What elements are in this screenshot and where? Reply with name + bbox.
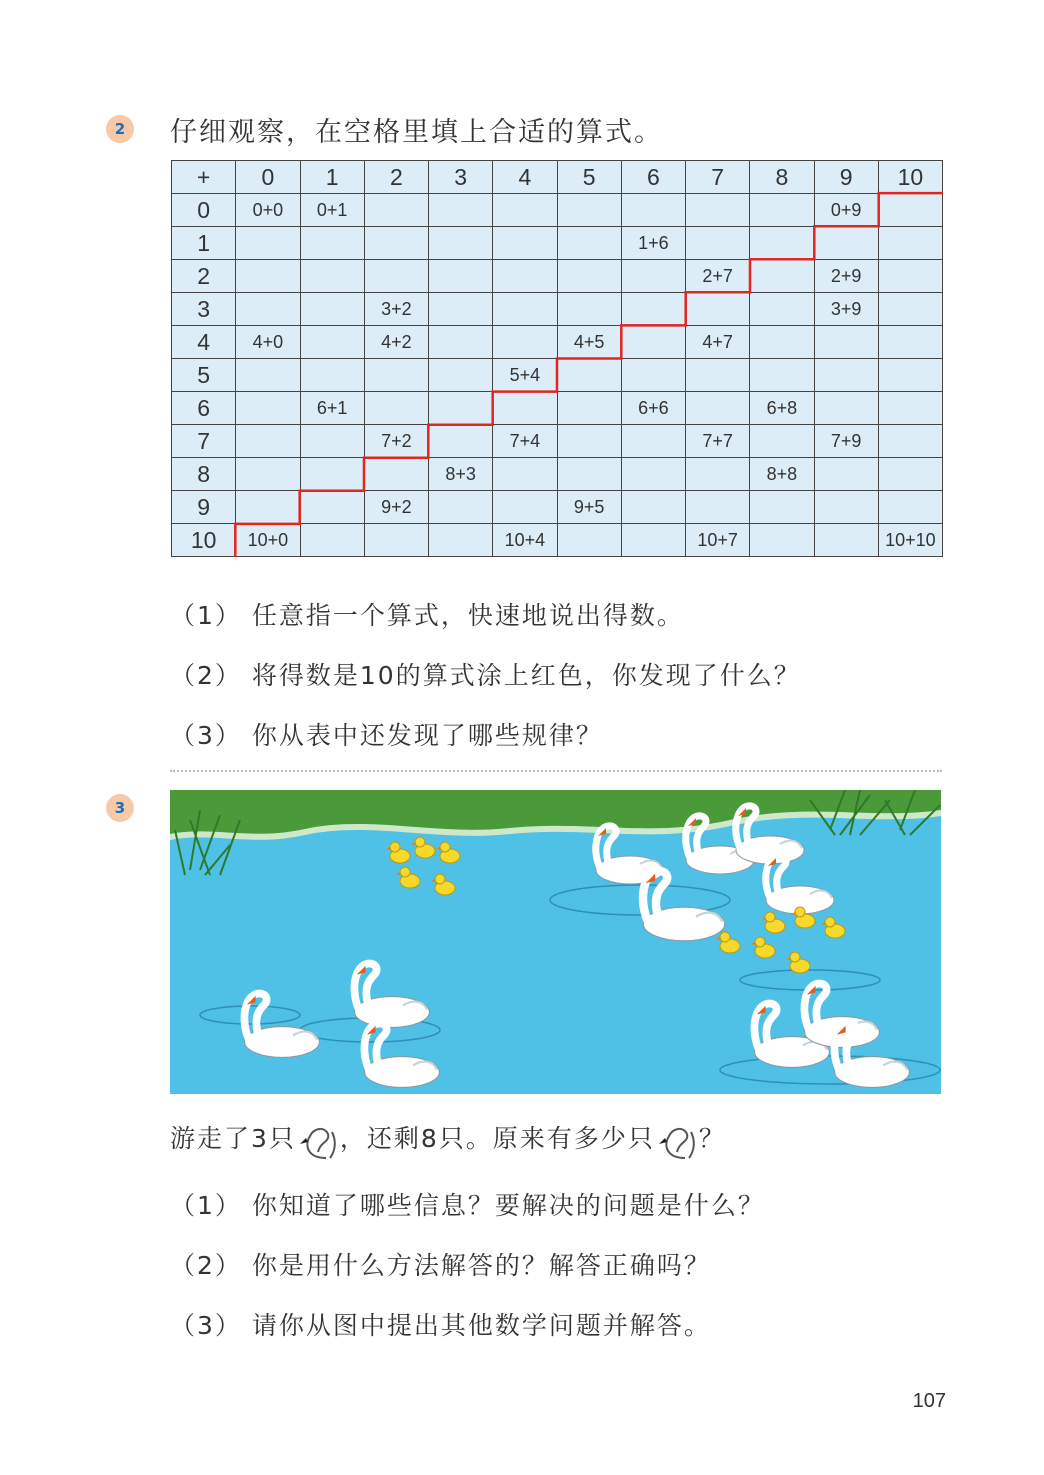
section-2-heading: 仔细观察，在空格里填上合适的算式。 <box>170 117 663 148</box>
table-cell <box>493 392 557 425</box>
table-cell <box>814 326 878 359</box>
table-cell <box>750 260 814 293</box>
table-cell: 7+2 <box>364 425 428 458</box>
table-row <box>172 227 943 260</box>
pond-illustration <box>170 790 941 1094</box>
table-cell <box>557 194 621 227</box>
section-3-question-3: （3） 请你从图中提出其他数学问题并解答。 <box>170 1311 711 1340</box>
table-cell <box>364 194 428 227</box>
table-cell <box>621 524 685 557</box>
table-cell <box>493 194 557 227</box>
table-cell <box>814 524 878 557</box>
table-cell <box>621 260 685 293</box>
table-cell <box>236 458 300 491</box>
table-cell <box>493 326 557 359</box>
table-cell <box>621 458 685 491</box>
swan-icon <box>296 1118 340 1162</box>
table-cell: 8+8 <box>750 458 814 491</box>
table-cell <box>814 392 878 425</box>
table-cell <box>493 293 557 326</box>
table-cell <box>300 524 364 557</box>
table-cell: 10+4 <box>493 524 557 557</box>
column-header: 5 <box>557 161 621 194</box>
table-cell <box>557 524 621 557</box>
table-cell: 10+10 <box>878 524 942 557</box>
table-cell <box>686 227 750 260</box>
table-cell <box>429 425 493 458</box>
column-header: 1 <box>300 161 364 194</box>
table-cell <box>429 392 493 425</box>
table-cell: 5+4 <box>493 359 557 392</box>
table-cell: 4+7 <box>686 326 750 359</box>
table-cell <box>429 260 493 293</box>
row-header: 8 <box>172 458 236 491</box>
table-cell <box>236 227 300 260</box>
table-cell <box>300 359 364 392</box>
table-cell: 7+4 <box>493 425 557 458</box>
table-cell: 4+0 <box>236 326 300 359</box>
table-cell <box>686 392 750 425</box>
table-row <box>172 194 943 227</box>
section-2-question-2: （2） 将得数是10的算式涂上红色，你发现了什么？ <box>170 661 801 690</box>
table-cell <box>878 491 942 524</box>
table-cell <box>493 458 557 491</box>
column-header: 4 <box>493 161 557 194</box>
table-cell <box>750 326 814 359</box>
table-cell <box>300 326 364 359</box>
table-cell <box>621 326 685 359</box>
row-header: 5 <box>172 359 236 392</box>
table-cell <box>878 293 942 326</box>
table-cell <box>878 392 942 425</box>
section-2-question-3: （3） 你从表中还发现了哪些规律？ <box>170 721 603 750</box>
table-cell <box>236 359 300 392</box>
section-3-question-1: （1） 你知道了哪些信息？要解决的问题是什么？ <box>170 1191 765 1220</box>
section-3-badge: 3 <box>106 794 134 822</box>
table-row <box>172 491 943 524</box>
table-cell <box>750 425 814 458</box>
section-3-problem: 游走了3只 ，还剩8只。原来有多少只 ？ <box>170 1118 726 1162</box>
table-cell <box>750 359 814 392</box>
column-header: 8 <box>750 161 814 194</box>
table-cell <box>236 491 300 524</box>
table-cell <box>364 524 428 557</box>
table-row <box>172 458 943 491</box>
table-cell <box>878 359 942 392</box>
table-cell <box>750 194 814 227</box>
table-cell <box>557 359 621 392</box>
column-header: 9 <box>814 161 878 194</box>
table-cell <box>878 260 942 293</box>
table-cell <box>236 293 300 326</box>
table-cell <box>878 194 942 227</box>
table-cell: 10+7 <box>686 524 750 557</box>
table-cell: 2+9 <box>814 260 878 293</box>
table-cell <box>236 392 300 425</box>
row-header: 1 <box>172 227 236 260</box>
row-header: 4 <box>172 326 236 359</box>
table-cell: 10+0 <box>236 524 300 557</box>
table-cell <box>557 425 621 458</box>
table-cell <box>557 260 621 293</box>
section-2-badge: 2 <box>106 115 134 143</box>
section-3-question-2: （2） 你是用什么方法解答的？解答正确吗？ <box>170 1251 711 1280</box>
table-cell <box>750 293 814 326</box>
row-header: 9 <box>172 491 236 524</box>
table-cell <box>364 458 428 491</box>
table-cell: 7+9 <box>814 425 878 458</box>
table-row <box>172 359 943 392</box>
row-header: 10 <box>172 524 236 557</box>
table-cell <box>621 194 685 227</box>
section-divider <box>170 770 942 772</box>
table-cell <box>493 260 557 293</box>
row-header: 3 <box>172 293 236 326</box>
table-cell <box>557 227 621 260</box>
table-cell <box>364 359 428 392</box>
table-cell: 2+7 <box>686 260 750 293</box>
table-cell: 9+2 <box>364 491 428 524</box>
table-cell <box>429 524 493 557</box>
table-cell: 3+9 <box>814 293 878 326</box>
table-cell <box>686 194 750 227</box>
table-cell <box>686 491 750 524</box>
table-cell <box>621 359 685 392</box>
table-cell <box>300 491 364 524</box>
table-cell <box>750 227 814 260</box>
table-cell <box>429 293 493 326</box>
table-cell <box>429 227 493 260</box>
table-cell <box>878 227 942 260</box>
column-header: 6 <box>621 161 685 194</box>
table-cell <box>300 260 364 293</box>
table-cell: 0+1 <box>300 194 364 227</box>
table-cell <box>557 392 621 425</box>
table-row <box>172 293 943 326</box>
table-cell: 4+5 <box>557 326 621 359</box>
page-number: 107 <box>912 1390 946 1412</box>
table-cell <box>686 458 750 491</box>
table-cell <box>686 293 750 326</box>
table-cell <box>557 458 621 491</box>
table-cell: 6+1 <box>300 392 364 425</box>
table-cell <box>621 425 685 458</box>
table-row <box>172 260 943 293</box>
table-cell: 3+2 <box>364 293 428 326</box>
section-2-question-1: （1） 任意指一个算式，快速地说出得数。 <box>170 601 684 630</box>
table-cell: 8+3 <box>429 458 493 491</box>
table-cell <box>621 491 685 524</box>
table-cell <box>364 227 428 260</box>
table-cell: 6+6 <box>621 392 685 425</box>
table-cell: 7+7 <box>686 425 750 458</box>
table-cell <box>493 491 557 524</box>
table-row <box>172 326 943 359</box>
column-header: 10 <box>878 161 942 194</box>
table-cell <box>686 359 750 392</box>
column-header: 2 <box>364 161 428 194</box>
table-cell: 6+8 <box>750 392 814 425</box>
table-cell: 0+9 <box>814 194 878 227</box>
table-row <box>172 425 943 458</box>
column-header: 3 <box>429 161 493 194</box>
row-header: 7 <box>172 425 236 458</box>
table-cell <box>236 425 300 458</box>
table-cell: 1+6 <box>621 227 685 260</box>
row-header: 0 <box>172 194 236 227</box>
table-cell <box>750 524 814 557</box>
table-cell <box>429 194 493 227</box>
table-cell <box>814 227 878 260</box>
table-cell <box>878 425 942 458</box>
row-header: 6 <box>172 392 236 425</box>
column-header: 0 <box>236 161 300 194</box>
table-cell <box>557 293 621 326</box>
table-cell <box>878 458 942 491</box>
addition-table <box>171 160 943 557</box>
table-cell: 0+0 <box>236 194 300 227</box>
table-cell <box>750 491 814 524</box>
table-cell <box>300 227 364 260</box>
table-cell <box>814 359 878 392</box>
table-cell: 4+2 <box>364 326 428 359</box>
swan-icon <box>655 1118 699 1162</box>
table-cell <box>814 491 878 524</box>
table-cell <box>429 491 493 524</box>
table-cell <box>814 458 878 491</box>
table-cell <box>300 425 364 458</box>
table-cell: 9+5 <box>557 491 621 524</box>
column-header: 7 <box>686 161 750 194</box>
table-cell <box>300 458 364 491</box>
table-cell <box>493 227 557 260</box>
table-corner: + <box>172 161 236 194</box>
table-cell <box>300 293 364 326</box>
row-header: 2 <box>172 260 236 293</box>
table-cell <box>236 260 300 293</box>
table-cell <box>364 260 428 293</box>
table-cell <box>621 293 685 326</box>
table-cell <box>878 326 942 359</box>
table-row <box>172 524 943 557</box>
table-cell <box>429 326 493 359</box>
table-cell <box>364 392 428 425</box>
table-cell <box>429 359 493 392</box>
table-row <box>172 392 943 425</box>
table-header-row <box>172 161 943 194</box>
